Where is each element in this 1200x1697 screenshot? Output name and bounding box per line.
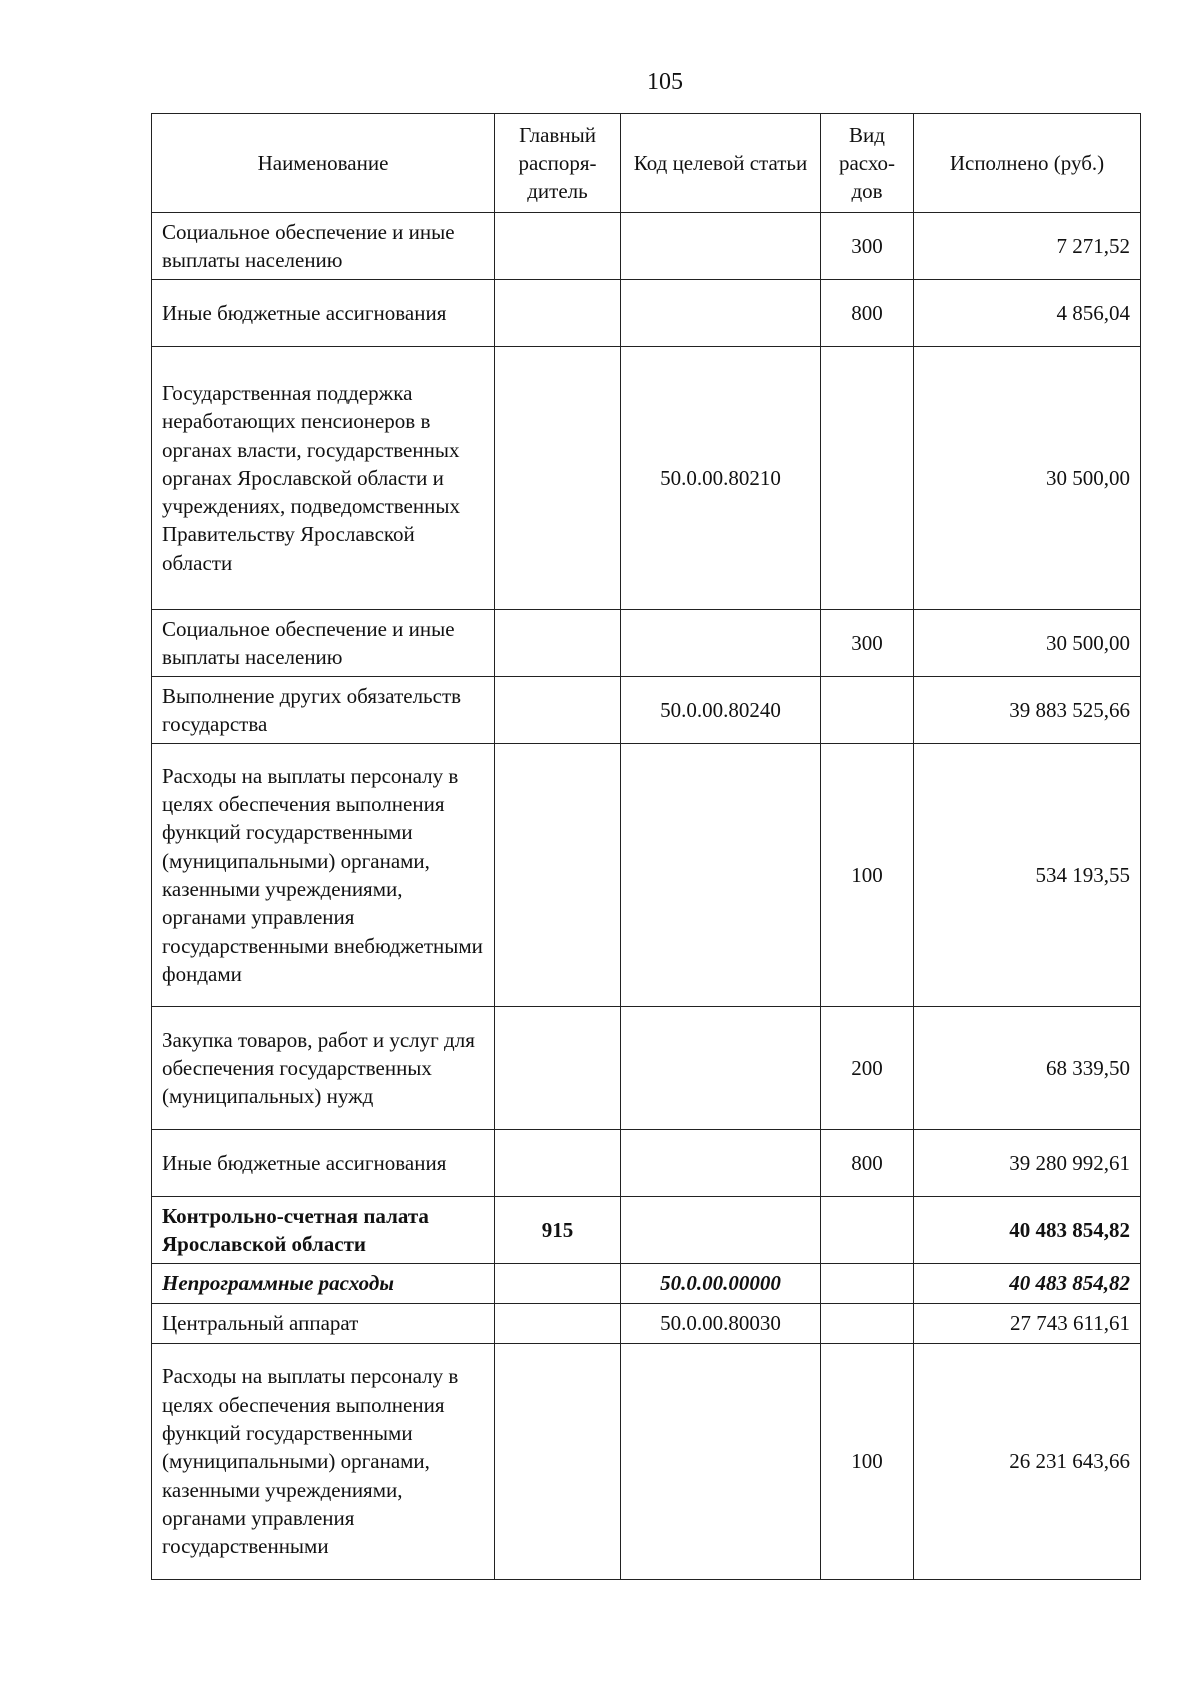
page-number: 105 xyxy=(647,69,683,95)
row-amount: 7 271,52 xyxy=(914,213,1141,280)
header-name: Наименование xyxy=(152,114,495,213)
row-code xyxy=(621,1130,821,1197)
row-manager xyxy=(495,347,621,610)
row-manager xyxy=(495,1007,621,1130)
row-manager xyxy=(495,677,621,744)
row-amount: 534 193,55 xyxy=(914,744,1141,1007)
row-name: Иные бюджетные ассигнования xyxy=(152,280,495,347)
row-name: Закупка товаров, работ и услуг для обеспечения государственных (муниципальных) нужд xyxy=(152,1007,495,1130)
row-name: Контрольно-счетная палата Ярославской области xyxy=(152,1197,495,1264)
table-row xyxy=(152,1344,1141,1580)
table-row xyxy=(152,610,1141,677)
table-row xyxy=(152,677,1141,744)
row-type: 100 xyxy=(821,1344,914,1580)
table-row xyxy=(152,1007,1141,1130)
row-manager xyxy=(495,1130,621,1197)
table-row xyxy=(152,213,1141,280)
row-amount: 30 500,00 xyxy=(914,347,1141,610)
row-type: 800 xyxy=(821,280,914,347)
row-amount: 4 856,04 xyxy=(914,280,1141,347)
row-type xyxy=(821,347,914,610)
row-type: 200 xyxy=(821,1007,914,1130)
row-amount: 30 500,00 xyxy=(914,610,1141,677)
row-amount: 40 483 854,82 xyxy=(914,1264,1141,1304)
row-name: Социальное обеспечение и иные выплаты населению xyxy=(152,610,495,677)
table-row xyxy=(152,1264,1141,1304)
row-amount: 39 883 525,66 xyxy=(914,677,1141,744)
row-code xyxy=(621,1197,821,1264)
row-type xyxy=(821,1264,914,1304)
table-header-row xyxy=(152,114,1141,213)
table-row xyxy=(152,1197,1141,1264)
row-code xyxy=(621,213,821,280)
row-code: 50.0.00.80210 xyxy=(621,347,821,610)
row-code xyxy=(621,280,821,347)
row-manager xyxy=(495,213,621,280)
row-type xyxy=(821,677,914,744)
table-row xyxy=(152,744,1141,1007)
row-name: Иные бюджетные ассигнования xyxy=(152,1130,495,1197)
row-code xyxy=(621,610,821,677)
row-amount: 27 743 611,61 xyxy=(914,1304,1141,1344)
row-manager xyxy=(495,1304,621,1344)
row-type xyxy=(821,1197,914,1264)
table-row xyxy=(152,1304,1141,1344)
row-type: 100 xyxy=(821,744,914,1007)
row-code: 50.0.00.00000 xyxy=(621,1264,821,1304)
header-amount: Исполнено (руб.) xyxy=(914,114,1141,213)
row-type xyxy=(821,1304,914,1344)
row-type: 300 xyxy=(821,610,914,677)
row-name: Социальное обеспечение и иные выплаты населению xyxy=(152,213,495,280)
row-type: 800 xyxy=(821,1130,914,1197)
row-type: 300 xyxy=(821,213,914,280)
row-manager xyxy=(495,1344,621,1580)
header-manager: Главный распоря-дитель xyxy=(495,114,621,213)
table-row xyxy=(152,1130,1141,1197)
header-type: Вид расхо-дов xyxy=(821,114,914,213)
row-manager xyxy=(495,280,621,347)
row-manager xyxy=(495,1264,621,1304)
row-name: Центральный аппарат xyxy=(152,1304,495,1344)
row-name: Непрограммные расходы xyxy=(152,1264,495,1304)
row-code xyxy=(621,744,821,1007)
row-name: Расходы на выплаты персоналу в целях обеспечения выполнения функций государственными (муниципальными) органами, казенными учреждениями, органами управления государственными внебюджетными фондами xyxy=(152,744,495,1007)
row-code xyxy=(621,1344,821,1580)
row-name: Выполнение других обязательств государства xyxy=(152,677,495,744)
row-amount: 39 280 992,61 xyxy=(914,1130,1141,1197)
row-name: Расходы на выплаты персоналу в целях обеспечения выполнения функций государственными (муниципальными) органами, казенными учреждениями, органами управления государственными xyxy=(152,1344,495,1580)
row-manager xyxy=(495,610,621,677)
table-row xyxy=(152,347,1141,610)
table-row xyxy=(152,280,1141,347)
row-manager xyxy=(495,744,621,1007)
row-code: 50.0.00.80030 xyxy=(621,1304,821,1344)
row-name: Государственная поддержка неработающих пенсионеров в органах власти, государственных органах Ярославской области и учреждениях, подведомственных Правительству Ярославской области xyxy=(152,347,495,610)
row-code xyxy=(621,1007,821,1130)
row-amount: 40 483 854,82 xyxy=(914,1197,1141,1264)
row-manager: 915 xyxy=(495,1197,621,1264)
budget-execution-table xyxy=(151,113,1141,1580)
row-amount: 68 339,50 xyxy=(914,1007,1141,1130)
header-code: Код целевой статьи xyxy=(621,114,821,213)
row-amount: 26 231 643,66 xyxy=(914,1344,1141,1580)
row-code: 50.0.00.80240 xyxy=(621,677,821,744)
